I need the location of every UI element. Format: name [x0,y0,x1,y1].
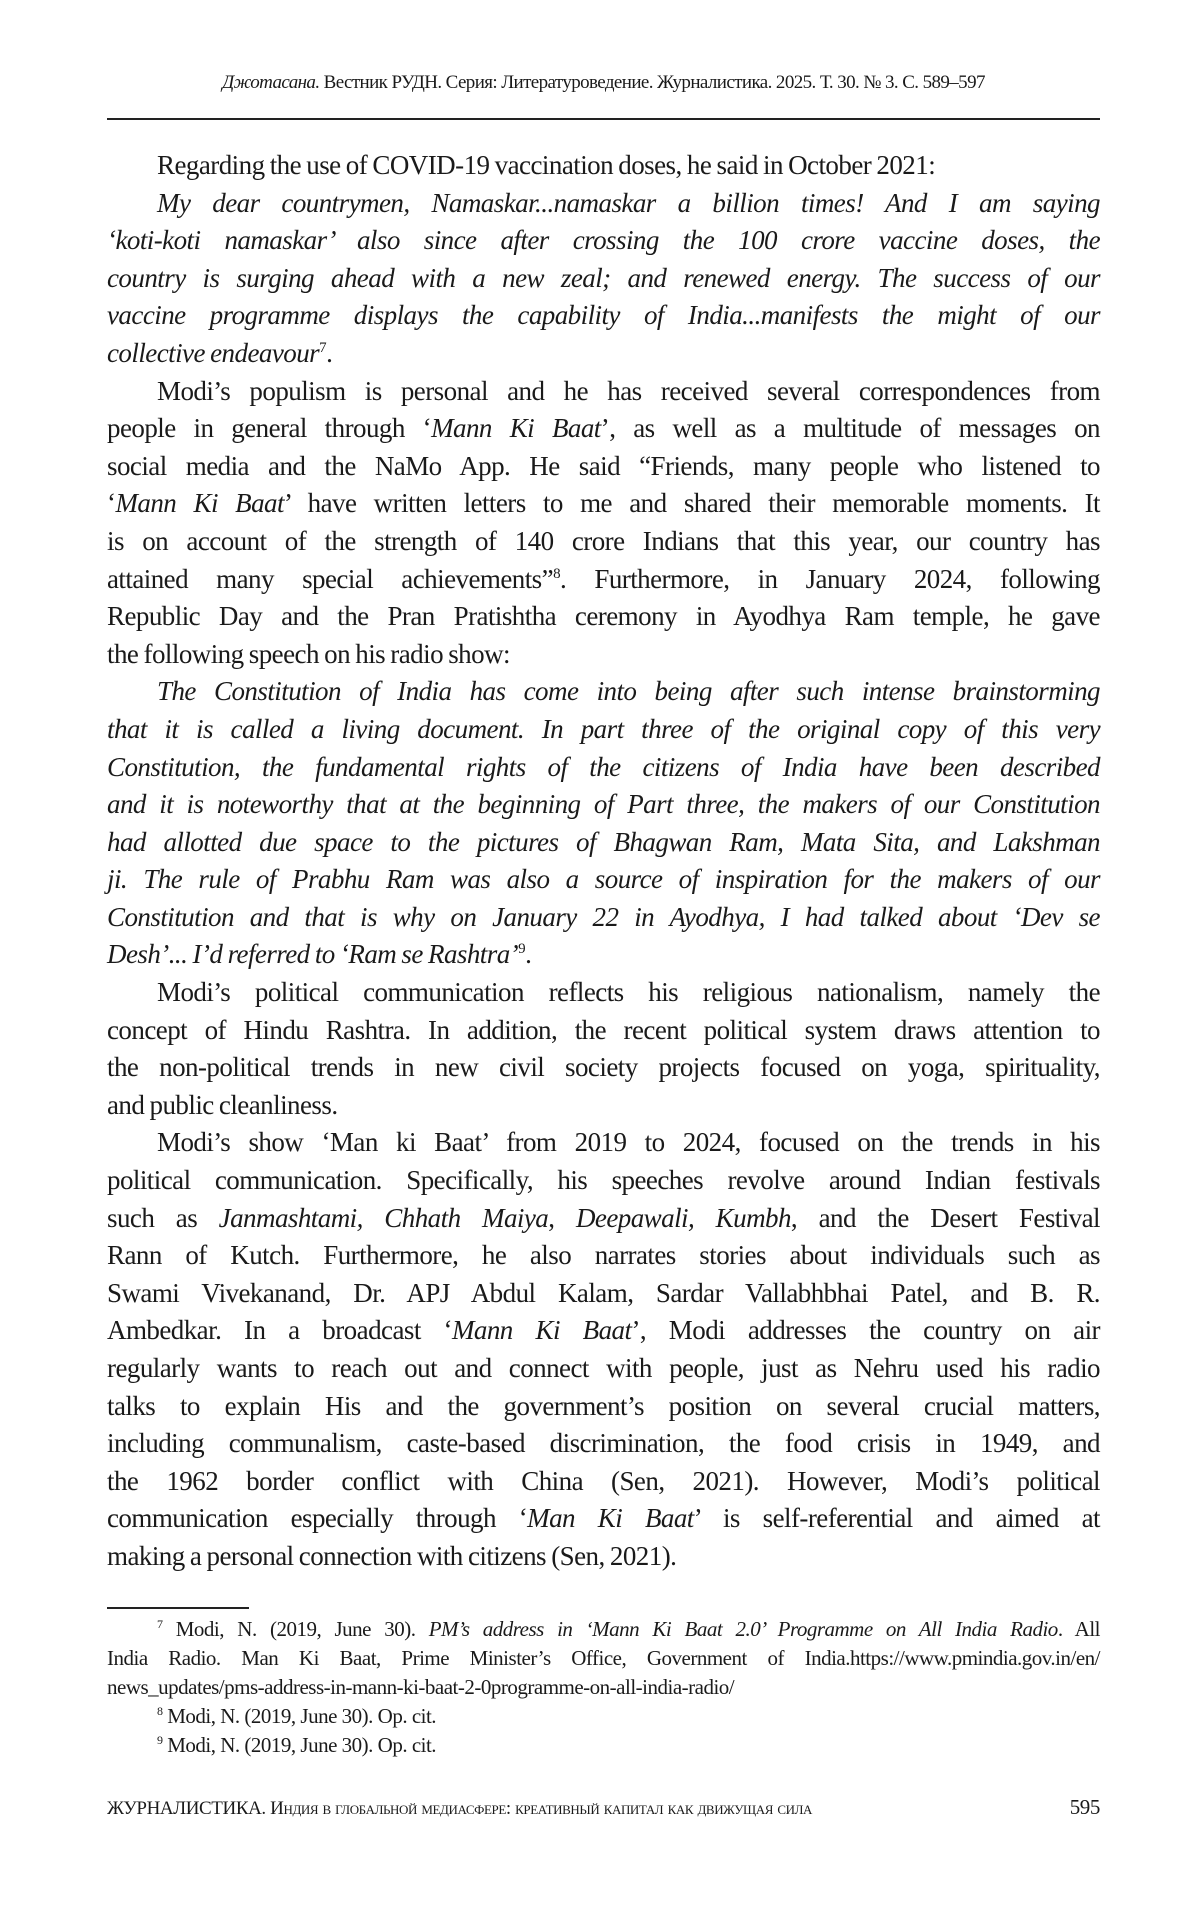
paragraph-2-line [107,485,1100,523]
line-text [107,1500,1100,1538]
line-text: talks to explain His and the government’s position on several crucial matters, [107,1390,1100,1421]
footnote-marker: 7 [157,1617,163,1631]
quote-1-line [107,297,1100,335]
line-text [107,410,1100,448]
paragraph-4-line [107,1538,1100,1576]
footnote-text: . All [1057,1617,1100,1641]
paragraph-3-line [107,974,1100,1012]
running-head-author: Джотасана. [222,72,320,93]
line-text: Republic Day and the Pran Pratishtha ceremony in Ayodhya Ram temple, he gave [107,601,1100,632]
line-text: Rann of Kutch. Furthermore, he also narrates stories about individuals such as [107,1240,1100,1271]
line-text: had allotted due space to the pictures of Bhagwan Ram, Mata Sita, and Lakshman [107,826,1100,857]
text-run: people in general through ‘ [107,413,432,444]
line-text: and public cleanliness. [107,1089,338,1120]
footnote-7-cont [107,1644,1100,1673]
footnote-text: Modi, N. (2019, June 30). Op. cit. [162,1704,437,1728]
line-text: Constitution, the fundamental rights of the citizens of India have been described [107,751,1100,782]
paragraph-3-line [107,1012,1100,1050]
footnotes [107,1615,1100,1760]
line-text [107,561,1100,599]
text-run: , and the Desert Festival [790,1202,1101,1233]
line-text: making a personal connection with citizens (Sen, 2021). [107,1540,677,1571]
footnote-8 [107,1702,1100,1731]
running-head-citation: Вестник РУДН. Серия: Литературоведение. Журналистика. 2025. Т. 30. № 3. С. 589–597 [319,72,985,93]
line-text: The Constitution of India has come into being after such intense brainstorming [157,676,1100,707]
paragraph-4-line [107,1425,1100,1463]
quote-2-line [107,861,1100,899]
paragraph-3-line [107,1049,1100,1087]
paragraph-2-line [107,373,1100,411]
line-text: Modi’s political communication reflects his religious nationalism, namely the [157,977,1100,1008]
text-run: attained many special achievements” [107,563,554,594]
line-text: collective endeavour$^7$. [107,337,333,368]
footnote-link[interactable]: news_updates/pms-address-in-mann-ki-baat-2-0programme-on-all-india-radio/ [107,1675,735,1699]
line-text: that it is called a living document. In part three of the original copy of this very [107,713,1100,744]
footnote-marker: 9 [157,1733,163,1747]
paragraph-1-line [107,147,1100,185]
italic-text: Mann Ki Baat [451,1315,632,1346]
paragraph-2-line [107,448,1100,486]
footnote-7 [107,1615,1100,1644]
paragraph-4-line [107,1162,1100,1200]
line-text [107,1312,1100,1350]
quote-1-line [107,222,1100,260]
line-text: ji. The rule of Prabhu Ram was also a source of inspiration for the makers of our [107,864,1100,895]
quote-2-line [107,936,1100,974]
line-text: Swami Vivekanand, Dr. APJ Abdul Kalam, Sardar Vallabhbhai Patel, and B. R. [107,1277,1100,1308]
line-text [107,1200,1100,1238]
paragraph-4-line [107,1124,1100,1162]
line-text: including communalism, caste-based discrimination, the food crisis in 1949, and [107,1428,1100,1459]
italic-text: Janmashtami, Chhath Maiya [218,1202,549,1233]
article-body [107,147,1100,1576]
paragraph-4-line [107,1500,1100,1538]
text-run: . [326,337,333,368]
text-run: Ambedkar. In a broadcast ‘ [107,1315,452,1346]
quote-2-line [107,899,1100,937]
page-number: 595 [1069,1795,1100,1819]
quote-2-line [107,711,1100,749]
footnote-text: Modi, N. (2019, June 30). [162,1617,429,1641]
footnote-marker: 8 [157,1704,163,1718]
line-text: the 1962 border conflict with China (Sen, 2021). However, Modi’s political [107,1465,1100,1496]
paragraph-4-line [107,1200,1100,1238]
text-run: , [548,1202,576,1233]
text-run: ’, Modi addresses the country on air [631,1315,1100,1346]
line-text: the non-political trends in new civil society projects focused on yoga, spirituality, [107,1052,1100,1083]
footnote-text: Modi, N. (2019, June 30). Op. cit. [162,1733,437,1757]
italic-text: Deepawali, Kumbh [575,1202,791,1233]
text-run: ’, as well as a multitude of messages on [600,413,1100,444]
line-text: and it is noteworthy that at the beginning of Part three, the makers of our Constitution [107,789,1100,820]
paragraph-2-line [107,636,1100,674]
page-footer [107,1795,1100,1820]
paragraph-4-line [107,1463,1100,1501]
paragraph-2-line [107,410,1100,448]
paragraph-2-line [107,523,1100,561]
italic-text: Mann Ki Baat [431,413,601,444]
line-text: social media and the NaMo App. He said “Friends, many people who listened to [107,450,1100,481]
line-text: regularly wants to reach out and connect with people, just as Nehru used his radio [107,1353,1100,1383]
paragraph-4-line [107,1275,1100,1313]
text-run: communication especially through ‘ [107,1503,528,1534]
text-run: such as [107,1202,219,1233]
footer-title [107,1798,812,1820]
footnote-ref: 8 [553,565,561,582]
quote-1-line [107,260,1100,298]
footer-article-title: Индия в глобальной медиасфере: креативный капитал как движущая сила [265,1798,813,1819]
quote-2-line [107,673,1100,711]
header-rule [107,118,1100,120]
running-head [107,72,1100,94]
line-text: Regarding the use of COVID-19 vaccination doses, he said in October 2021: [157,150,936,180]
line-text: Modi’s show ‘Man ki Baat’ from 2019 to 2024, focused on the trends in his [157,1127,1100,1158]
text-run: ’ is self-referential and aimed at [693,1503,1100,1534]
text-run: ‘ [107,488,116,519]
paragraph-2-line [107,598,1100,636]
footnote-ref[interactable]: 7 [319,339,327,356]
line-text: is on account of the strength of 140 crore Indians that this year, our country has [107,525,1100,556]
quote-2-line [107,749,1100,787]
line-text: Modi’s populism is personal and he has received several correspondences from [157,375,1100,406]
line-text: country is surging ahead with a new zeal; and renewed energy. The success of our [107,262,1100,293]
footnote-title: PM’s address in ‘Mann Ki Baat 2.0’ Programme on All India Radio [428,1617,1058,1641]
quote-2-line [107,824,1100,862]
text-run: . Furthermore, in January 2024, following [560,563,1100,594]
footer-section: ЖУРНАЛИСТИКА. [107,1798,266,1819]
footnote-rule [107,1607,249,1609]
italic-text: Mann Ki Baat [115,488,284,519]
line-text: political communication. Specifically, his speeches revolve around Indian festivals [107,1165,1100,1196]
line-text: vaccine programme displays the capability of India...manifests the might of our [107,300,1100,331]
paragraph-2-line [107,561,1100,599]
paragraph-4-line [107,1312,1100,1350]
line-text: Desh’... I’d referred to ‘Ram se Rashtra’$^9$. [107,939,532,970]
footnote-9 [107,1731,1100,1760]
text-run: ’ have written letters to me and shared their memorable moments. It [283,488,1100,519]
paragraph-4-line [107,1388,1100,1426]
line-text: Constitution and that is why on January 22 in Ayodhya, I had talked about ‘Dev se [107,901,1100,932]
line-text: concept of Hindu Rashtra. In addition, the recent political system draws attention to [107,1014,1100,1045]
paragraph-3-line [107,1087,1100,1125]
footnote-7-url [107,1673,1100,1702]
line-text: the following speech on his radio show: [107,638,510,669]
paragraph-4-line [107,1350,1100,1388]
text-run: . [525,939,532,970]
line-text [107,485,1100,523]
quote-2-line [107,786,1100,824]
footnote-text: India Radio. Man Ki Baat, Prime Minister’s Office, Government of India.https://www.pmindia.gov.in/en/ [107,1646,1100,1670]
line-text: My dear countrymen, Namaskar...namaskar a billion times! And I am saying [157,187,1100,218]
line-text: ‘koti-koti namaskar’ also since after crossing the 100 crore vaccine doses, the [107,225,1100,256]
quote-1-line [107,335,1100,373]
paragraph-4-line [107,1237,1100,1275]
italic-text: Man Ki Baat [527,1503,694,1534]
footnote-ref[interactable]: 9 [518,941,526,958]
quote-1-line [107,185,1100,223]
